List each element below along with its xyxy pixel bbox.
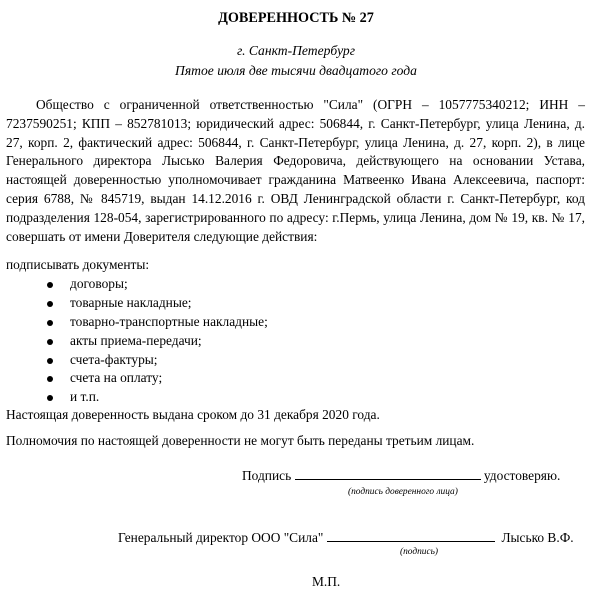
- list-item: акты приема-передачи;: [42, 332, 268, 351]
- bullet-icon: [47, 376, 53, 382]
- signature-certification-line: [242, 467, 560, 484]
- director-signature-caption: (подпись): [400, 547, 439, 557]
- director-signature-blank: [327, 529, 495, 542]
- list-item: товарные накладные;: [42, 294, 268, 313]
- signature-caption: (подпись доверенного лица): [348, 487, 458, 497]
- document-date: Пятое июля две тысячи двадцатого года: [175, 63, 417, 78]
- director-prefix: Генеральный директор ООО "Сила": [118, 530, 324, 545]
- list-intro: подписывать документы:: [6, 257, 150, 272]
- signature-suffix: удостоверяю.: [483, 468, 561, 483]
- stamp-placeholder: М.П.: [312, 574, 341, 589]
- authority-list: [42, 275, 268, 407]
- list-item: договоры;: [42, 275, 268, 294]
- list-item: счета на оплату;: [42, 369, 268, 388]
- signature-prefix: Подпись: [242, 468, 292, 483]
- signature-blank: [295, 467, 481, 480]
- bullet-icon: [47, 339, 53, 345]
- list-item: товарно-транспортные накладные;: [42, 313, 268, 332]
- document-place: г. Санкт-Петербург: [236, 43, 356, 58]
- document-title: ДОВЕРЕННОСТЬ № 27: [218, 10, 374, 26]
- list-item: и т.п.: [42, 388, 268, 407]
- director-name: Лысько В.Ф.: [501, 530, 574, 545]
- bullet-icon: [47, 301, 53, 307]
- validity-statement: Настоящая доверенность выдана сроком до 31 декабря 2020 года.: [6, 407, 380, 422]
- bullet-icon: [47, 282, 53, 288]
- bullet-icon: [47, 320, 53, 326]
- list-item: счета-фактуры;: [42, 351, 268, 370]
- bullet-icon: [47, 395, 53, 401]
- director-signature-line: [118, 529, 574, 546]
- bullet-icon: [47, 358, 53, 364]
- no-transfer-statement: Полномочия по настоящей доверенности не могут быть переданы третьим лицам.: [6, 433, 475, 448]
- body-paragraph: Общество с ограниченной ответственностью "Сила" (ОГРН – 1057775340212; ИНН – 7237590251; КПП – 852781013; юридический адрес: 506844, г. Санкт-Петербург, улица Ленина, д. 27, корп. 2, фактический адрес: 506844, г. Санкт-Петербург, улица Ленина, д. 27, корп. 2), в лице Генерального директора Лысько Валерия Федоровича, действующего на основании Устава, настоящей доверенностью уполномочивает гражданина Матвеенко Ивана Алексеевича, паспорт: серия 6788, № 845719, выдан 14.12.2016 г. ОВД Ленинградской области г. Санкт-Петербург, код подразделения 128-054, зарегистрированного по адресу: г.Пермь, улица Ленина, дом № 19, кв. № 17, совершать от имени Доверителя следующие действия:: [6, 97, 585, 244]
